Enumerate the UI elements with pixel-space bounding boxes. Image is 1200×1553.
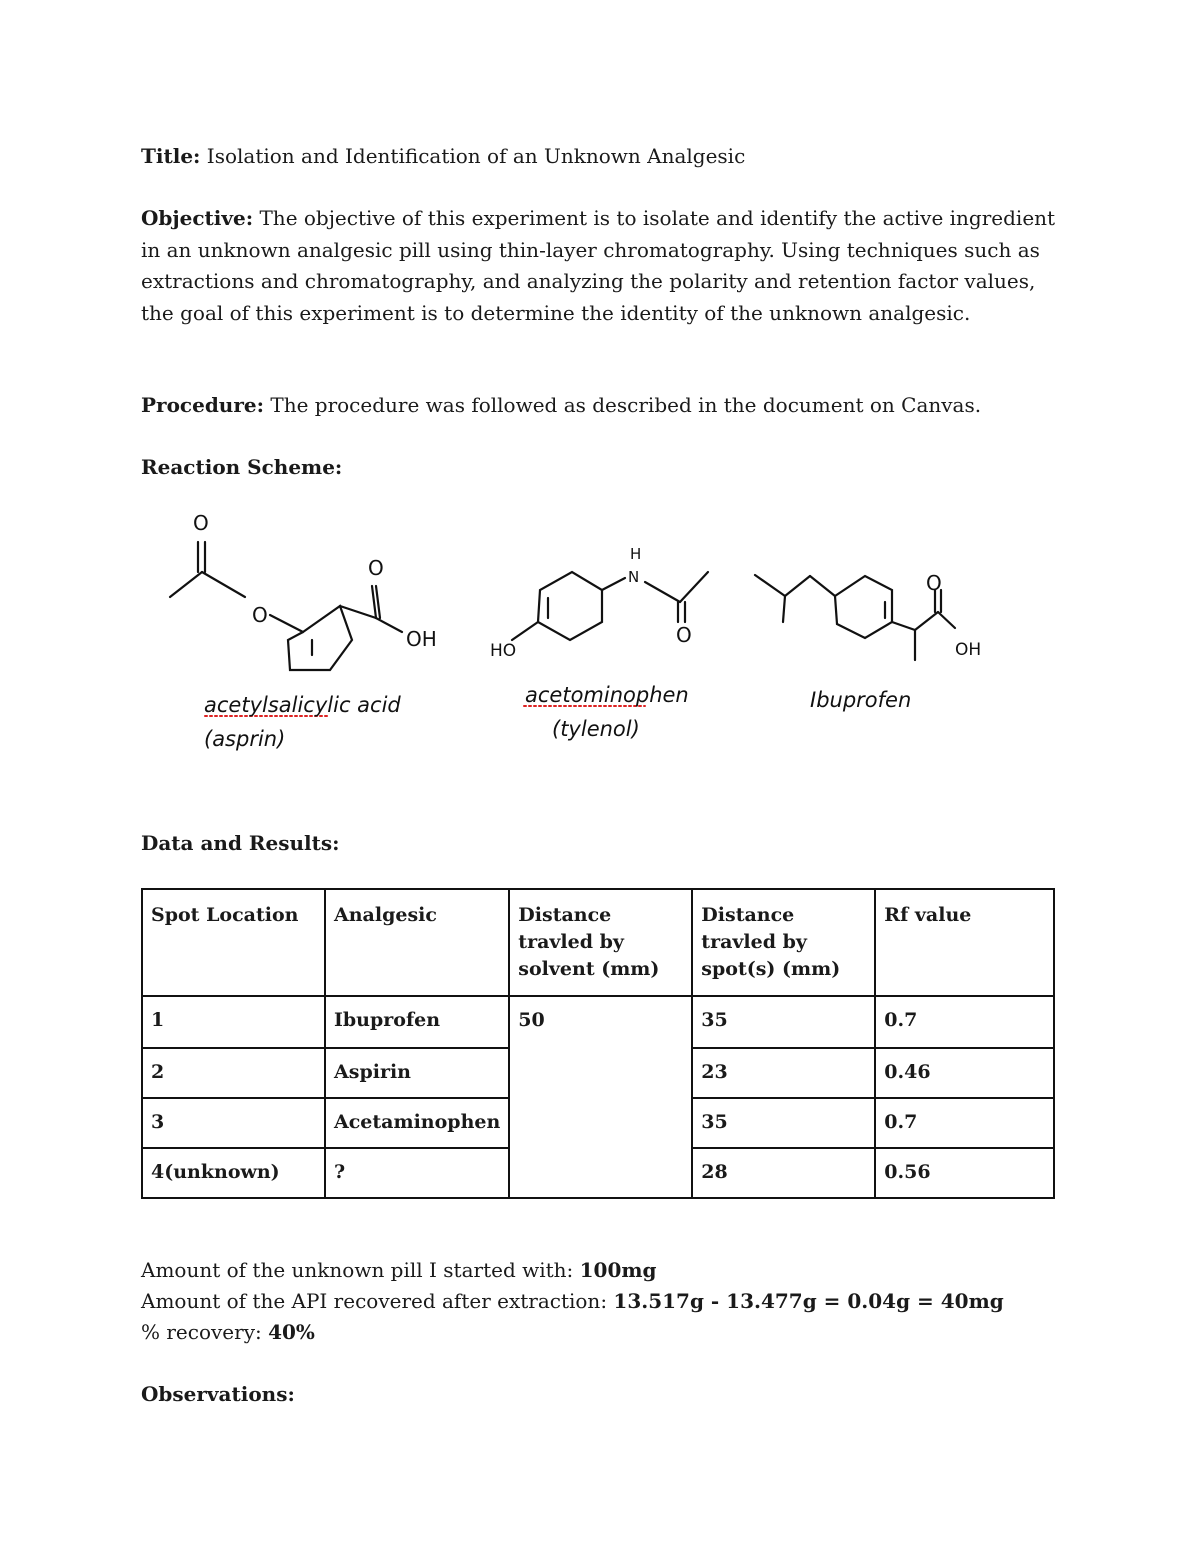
acetaminophen-common-name: (tylenol) — [552, 717, 640, 741]
cell-spot: 3 — [142, 1098, 325, 1148]
cell-solvent-distance: 50 — [509, 996, 692, 1198]
aspirin-atom-acid-o: O — [368, 556, 384, 580]
cell-rf: 0.46 — [875, 1048, 1054, 1098]
aspirin-atom-oh: OH — [406, 627, 437, 651]
ibuprofen-atom-o: O — [926, 571, 942, 595]
data-results-heading — [141, 828, 1071, 860]
observations-label: Observations: — [141, 1382, 295, 1406]
aspirin-name: acetylsalicylic acid — [204, 693, 401, 717]
ibuprofen-structure — [755, 575, 955, 660]
cell-rf: 0.7 — [875, 1098, 1054, 1148]
title-line — [141, 141, 1071, 173]
cell-spot-distance: 35 — [692, 996, 875, 1048]
cell-spot: 2 — [142, 1048, 325, 1098]
acetaminophen-atom-h: H — [630, 545, 642, 563]
acetaminophen-name: acetominophen — [525, 683, 689, 707]
table-row — [142, 996, 1054, 1048]
procedure-label: Procedure: — [141, 393, 264, 417]
amount-started-value: 100mg — [579, 1258, 657, 1282]
reaction-scheme-drawing — [140, 500, 1040, 780]
data-results-label: Data and Results: — [141, 831, 340, 855]
aspirin-common-name: (asprin) — [204, 727, 286, 751]
cell-rf: 0.7 — [875, 996, 1054, 1048]
title-label: Title: — [141, 144, 201, 168]
header-spot-distance: Distance travled by spot(s) (mm) — [692, 889, 875, 996]
observations-heading — [141, 1379, 1071, 1411]
header-spot-location: Spot Location — [142, 889, 325, 996]
ibuprofen-atom-oh: OH — [955, 640, 982, 660]
cell-rf: 0.56 — [875, 1148, 1054, 1198]
reaction-scheme-label: Reaction Scheme: — [141, 455, 343, 479]
cell-spot: 4(unknown) — [142, 1148, 325, 1198]
cell-analgesic: Ibuprofen — [325, 996, 509, 1048]
objective-label: Objective: — [141, 206, 254, 230]
acetaminophen-atom-ho: HO — [490, 641, 517, 661]
acetaminophen-atom-n: N — [628, 568, 640, 586]
cell-analgesic: Acetaminophen — [325, 1098, 509, 1148]
table-header-row — [142, 889, 1054, 996]
cell-analgesic: Aspirin — [325, 1048, 509, 1098]
amount-started-line — [141, 1255, 1071, 1287]
cell-spot-distance: 35 — [692, 1098, 875, 1148]
reaction-scheme-heading — [141, 452, 1071, 484]
amount-recovered-value: 13.517g - 13.477g = 0.04g = 40mg — [613, 1289, 1004, 1313]
amount-started-label: Amount of the unknown pill I started with: — [141, 1258, 580, 1282]
amount-recovered-label: Amount of the API recovered after extraction: — [141, 1289, 614, 1313]
amount-recovered-line — [141, 1286, 1071, 1318]
ibuprofen-name: Ibuprofen — [810, 688, 912, 712]
acetaminophen-atom-o: O — [676, 623, 692, 647]
header-rf-value: Rf value — [875, 889, 1054, 996]
header-solvent-distance: Distance travled by solvent (mm) — [509, 889, 692, 996]
percent-recovery-line — [141, 1317, 1071, 1349]
procedure-line — [141, 390, 1071, 422]
aspirin-atom-ester-o: O — [252, 603, 268, 627]
objective-paragraph — [141, 203, 1071, 329]
objective-text: The objective of this experiment is to isolate and identify the active ingredient in an unknown analgesic pill using thin-layer chromatography. Using techniques such as extractions and chromatography, and analyzing the polarity and retention factor values, the goal of this experiment is to determine the identity of the unknown analgesic. — [141, 206, 1056, 325]
procedure-text: The procedure was followed as described in the document on Canvas. — [270, 393, 982, 417]
aspirin-atom-carbonyl-o: O — [193, 511, 209, 535]
header-analgesic: Analgesic — [325, 889, 509, 996]
title-text: Isolation and Identification of an Unknown Analgesic — [206, 144, 746, 168]
cell-spot: 1 — [142, 996, 325, 1048]
percent-recovery-value: 40% — [268, 1320, 315, 1344]
cell-spot-distance: 23 — [692, 1048, 875, 1098]
results-table — [141, 888, 1055, 1199]
percent-recovery-label: % recovery: — [141, 1320, 269, 1344]
cell-analgesic: ? — [325, 1148, 509, 1198]
cell-spot-distance: 28 — [692, 1148, 875, 1198]
